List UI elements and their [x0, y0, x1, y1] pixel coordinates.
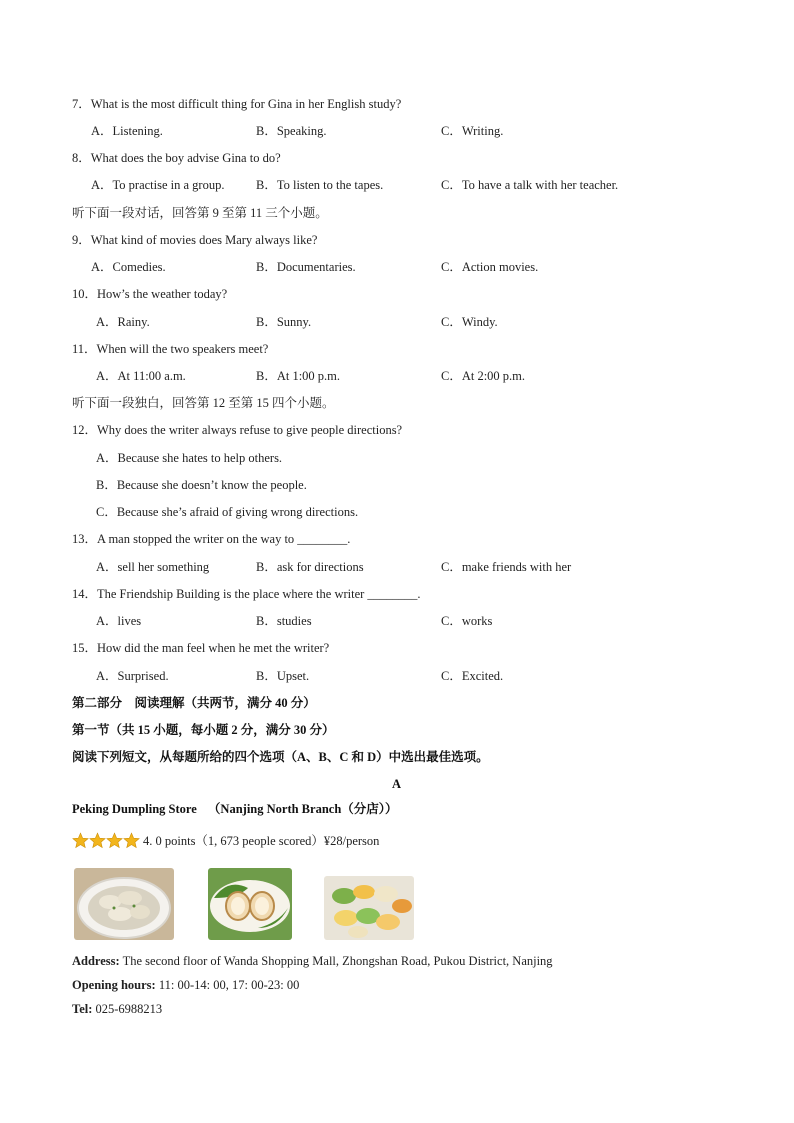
- question-13-option-b: B．ask for directions: [256, 560, 364, 574]
- question-12-option-a: A．Because she hates to help others.: [96, 451, 283, 465]
- address-value: The second floor of Wanda Shopping Mall, Zhongshan Road, Pukou District, Nanjing: [119, 954, 553, 968]
- question-14-stem: 14．The Friendship Building is the place where the writer ________.: [72, 587, 421, 601]
- question-9-option-c: C．Action movies.: [441, 260, 539, 274]
- hours-label: Opening hours:: [72, 978, 156, 992]
- passage-label: A: [392, 777, 402, 791]
- question-7-option-a: A．Listening.: [91, 124, 163, 138]
- question-11-option-b: B．At 1:00 p.m.: [256, 369, 341, 383]
- question-10-stem: 10．How’s the weather today?: [72, 287, 228, 301]
- tel-line: [72, 1001, 162, 1017]
- question-13-stem: 13．A man stopped the writer on the way to ________.: [72, 532, 351, 546]
- question-14-option-a: A．lives: [96, 614, 142, 628]
- question-7-option-c: C．Writing.: [441, 124, 504, 138]
- question-10-option-a: A．Rainy.: [96, 315, 150, 329]
- question-11-option-a: A．At 11:00 a.m.: [96, 369, 186, 383]
- question-12-option-b: B．Because she doesn’t know the people.: [96, 478, 307, 492]
- question-13-option-c: C．make friends with her: [441, 560, 572, 574]
- question-15-stem: 15．How did the man feel when he met the writer?: [72, 641, 330, 655]
- question-8-option-a: A．To practise in a group.: [91, 178, 225, 192]
- question-12-stem: 12．Why does the writer always refuse to give people directions?: [72, 423, 403, 437]
- store-title: [72, 801, 398, 817]
- star-icon: [89, 832, 106, 849]
- question-15-option-c: C．Excited.: [441, 669, 504, 683]
- reading-instruction: 阅读下列短文，从每题所给的四个选项（A、B、C 和 D）中选出最佳选项。: [72, 750, 489, 764]
- question-8-option-b: B．To listen to the tapes.: [256, 178, 384, 192]
- dumpling-bowl-image: [74, 868, 174, 940]
- store-branch: （Nanjing North Branch（分店））: [207, 802, 398, 816]
- question-12-option-c: C．Because she’s afraid of giving wrong directions.: [96, 505, 359, 519]
- question-11-option-c: C．At 2:00 p.m.: [441, 369, 526, 383]
- question-9-option-a: A．Comedies.: [91, 260, 166, 274]
- question-10-option-c: C．Windy.: [441, 315, 498, 329]
- question-8-stem: 8．What does the boy advise Gina to do?: [72, 151, 281, 165]
- question-9-option-b: B．Documentaries.: [256, 260, 356, 274]
- address-label: Address:: [72, 954, 120, 968]
- question-13-option-a: A．sell her something: [96, 560, 210, 574]
- section-one-heading: 第一节（共 15 小题，每小题 2 分，满分 30 分）: [72, 723, 335, 737]
- store-name: Peking Dumpling Store: [72, 802, 197, 816]
- question-7-option-b: B．Speaking.: [256, 124, 327, 138]
- tel-value: 025-6988213: [92, 1002, 163, 1016]
- question-14-option-c: C．works: [441, 614, 493, 628]
- hours-value: 11: 00-14: 00, 17: 00-23: 00: [155, 978, 300, 992]
- question-7-stem: 7．What is the most difficult thing for Gina in her English study?: [72, 97, 402, 111]
- instruction-monologue: 听下面一段独白，回答第 12 至第 15 四个小题。: [72, 396, 335, 410]
- question-9-stem: 9．What kind of movies does Mary always like?: [72, 233, 318, 247]
- rating-stars: [72, 832, 140, 849]
- star-icon: [123, 832, 140, 849]
- question-15-option-a: A．Surprised.: [96, 669, 169, 683]
- part-two-heading: 第二部分 阅读理解（共两节，满分 40 分）: [72, 696, 316, 710]
- address-line: [72, 953, 553, 969]
- star-icon: [106, 832, 123, 849]
- tel-label: Tel:: [72, 1002, 93, 1016]
- mixed-dumplings-image: [324, 876, 414, 940]
- star-icon: [72, 832, 89, 849]
- dumpling-plate-image: [208, 868, 292, 940]
- hours-line: [72, 977, 299, 993]
- instruction-dialogue: 听下面一段对话，回答第 9 至第 11 三个小题。: [72, 206, 328, 220]
- rating-text: 4. 0 points（1, 673 people scored）¥28/person: [143, 834, 380, 848]
- question-10-option-b: B．Sunny.: [256, 315, 312, 329]
- question-15-option-b: B．Upset.: [256, 669, 310, 683]
- question-14-option-b: B．studies: [256, 614, 312, 628]
- question-8-option-c: C．To have a talk with her teacher.: [441, 178, 619, 192]
- question-11-stem: 11．When will the two speakers meet?: [72, 342, 269, 356]
